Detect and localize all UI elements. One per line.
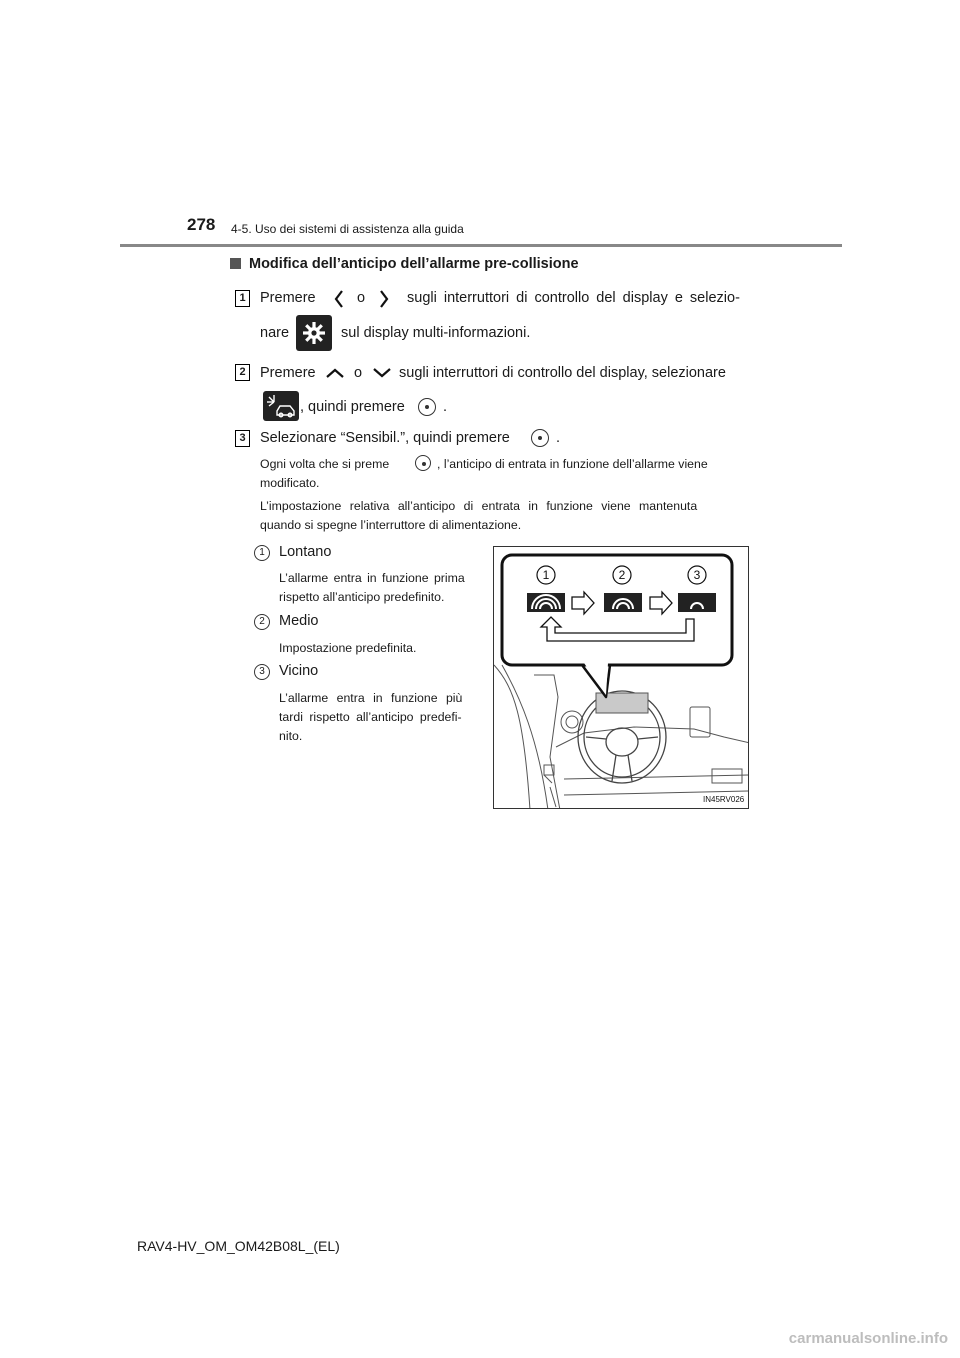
manual-code-footer: RAV4-HV_OM_OM42B08L_(EL) — [137, 1238, 340, 1254]
step-1-line2: sul display multi-informazioni. — [341, 325, 531, 341]
step-1-premere: Premere — [260, 290, 316, 306]
option-1-desc-2: rispetto all’anticipo predefinito. — [279, 590, 445, 604]
section-title: 4-5. Uso dei sistemi di assistenza alla guida — [231, 222, 464, 236]
chevron-right-icon — [378, 289, 390, 309]
pre-collision-icon — [263, 391, 299, 421]
option-number-3: 3 — [254, 664, 270, 680]
step-number-3: 3 — [235, 430, 250, 447]
note-1-end: , l’anticipo di entrata in funzione dell’allarme viene — [437, 457, 708, 471]
illustration-label-1: 1 — [542, 568, 550, 582]
note-1-start: Ogni volta che si preme — [260, 457, 390, 471]
step-2-period: . — [443, 399, 448, 415]
step-2-or: o — [354, 365, 363, 381]
page-heading: Modifica dell’anticipo dell’allarme pre-collisione — [230, 256, 579, 272]
step-3-period: . — [556, 430, 561, 446]
chevron-up-icon — [325, 367, 345, 379]
note-2-line1: L’impostazione relativa all’anticipo di entrata in funzione viene mantenuta — [260, 499, 698, 513]
enter-button-icon — [418, 398, 436, 416]
gear-icon — [296, 315, 332, 351]
illustration-label-2: 2 — [618, 568, 626, 582]
step-1-or: o — [357, 290, 366, 306]
page-number: 278 — [187, 215, 216, 234]
option-number-2: 2 — [254, 614, 270, 630]
illustration — [493, 546, 749, 809]
illustration-code: IN45RV026 — [703, 795, 745, 804]
enter-button-icon — [415, 455, 431, 471]
option-label-vicino: Vicino — [279, 663, 319, 679]
step-2-line2: , quindi premere — [300, 399, 405, 415]
watermark: carmanualsonline.info — [788, 1330, 948, 1347]
step-number-1: 1 — [235, 290, 250, 307]
step-number-2: 2 — [235, 364, 250, 381]
illustration-label-3: 3 — [693, 568, 701, 582]
option-3-desc-1: L’allarme entra in funzione più — [279, 691, 463, 705]
option-1-desc-1: L’allarme entra in funzione prima — [279, 571, 465, 585]
chevron-down-icon — [372, 366, 392, 378]
heading-bullet-icon — [230, 258, 241, 269]
step-1-text: sugli interruttori di controllo del display e selezio- — [407, 290, 740, 306]
chevron-left-icon — [333, 289, 345, 309]
option-2-desc-1: Impostazione predefinita. — [279, 641, 417, 655]
step-2-premere: Premere — [260, 365, 316, 381]
option-3-desc-3: nito. — [279, 729, 303, 743]
header-rule — [120, 244, 842, 247]
note-1-line2: modificato. — [260, 476, 320, 490]
option-number-1: 1 — [254, 545, 270, 561]
option-label-lontano: Lontano — [279, 544, 332, 560]
enter-button-icon — [531, 429, 549, 447]
step-1-nare: nare — [260, 325, 290, 341]
note-2-line2: quando si spegne l’interruttore di alimentazione. — [260, 518, 522, 532]
option-3-desc-2: tardi rispetto all’anticipo predefi- — [279, 710, 462, 724]
step-2-text: sugli interruttori di controllo del display, selezionare — [399, 365, 726, 381]
dashboard-illustration — [494, 547, 749, 809]
step-3-text: Selezionare “Sensibil.”, quindi premere — [260, 430, 510, 446]
option-label-medio: Medio — [279, 613, 319, 629]
